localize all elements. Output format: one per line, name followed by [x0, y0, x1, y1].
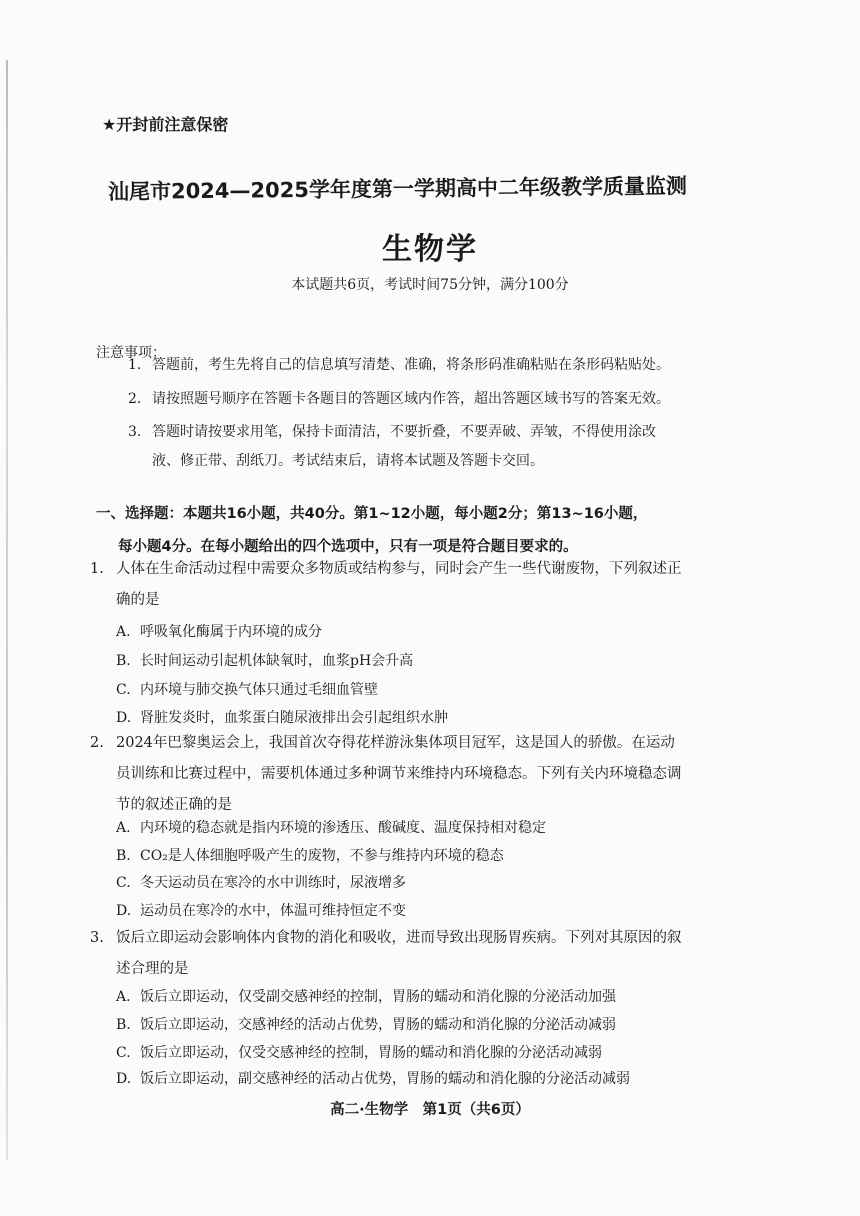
notice-text-continued: 液、修正带、刮纸刀。考试结束后，请将本试题及答题卡交回。 [152, 453, 544, 469]
question-text-continued: 员训练和比赛过程中，需要机体通过多种调节来维持内环境稳态。下列有关内环境稳态调 [116, 766, 682, 782]
option-text: 饭后立即运动，交感神经的活动占优势，胃肠的蠕动和消化腺的分泌活动减弱 [140, 1017, 616, 1033]
option-text: 内环境的稳态就是指内环境的渗透压、酸碱度、温度保持相对稳定 [140, 820, 546, 836]
option-letter: C. [116, 1045, 131, 1061]
option-text: 运动员在寒冷的水中，体温可维持恒定不变 [140, 903, 406, 919]
confidential-notice: ★开封前注意保密 [102, 115, 229, 134]
option-letter: B. [116, 1017, 131, 1033]
question-3-stem [90, 923, 790, 985]
option-text: 饭后立即运动，仅受交感神经的控制，胃肠的蠕动和消化腺的分泌活动减弱 [140, 1045, 602, 1061]
question-1-stem [90, 554, 790, 616]
notice-item [128, 350, 788, 381]
option-letter: B. [116, 848, 131, 864]
question-2-option-d [116, 900, 406, 920]
notice-number: 1. [128, 357, 142, 373]
option-text: 呼吸氧化酶属于内环境的成分 [140, 624, 322, 640]
question-text: 2024年巴黎奥运会上，我国首次夺得花样游泳集体项目冠军，这是国人的骄傲。在运动 [116, 735, 675, 751]
notice-text: 请按照题号顺序在答题卡各题目的答题区域内作答，超出答题区域书写的答案无效。 [152, 391, 670, 407]
question-number: 3. [90, 930, 104, 946]
page-footer: 高二·生物学 第1页（共6页） [330, 1102, 530, 1118]
notice-item [128, 384, 788, 415]
exam-title: 汕尾市2024—2025学年度第一学期高中二年级教学质量监测 [107, 173, 688, 204]
question-1-option-c [116, 679, 378, 699]
option-text: 长时间运动引起机体缺氧时，血浆pH会升高 [140, 653, 414, 669]
option-text: CO₂是人体细胞呼吸产生的废物，不参与维持内环境的稳态 [140, 848, 504, 864]
option-letter: D. [116, 710, 132, 726]
option-letter: D. [116, 1071, 132, 1087]
question-text: 人体在生命活动过程中需要众多物质或结构参与，同时会产生一些代谢废物，下列叙述正 [116, 561, 682, 577]
question-3-option-b [116, 1014, 616, 1034]
notice-text: 答题时请按要求用笔，保持卡面清洁，不要折叠，不要弄破、弄皱，不得使用涂改 [152, 424, 656, 440]
option-text: 饭后立即运动，仅受副交感神经的控制，胃肠的蠕动和消化腺的分泌活动加强 [140, 989, 616, 1005]
option-letter: D. [116, 903, 132, 919]
question-text: 饭后立即运动会影响体内食物的消化和吸收，进而导致出现肠胃疾病。下列对其原因的叙 [116, 930, 682, 946]
option-letter: A. [116, 624, 131, 640]
exam-info: 本试题共6页，考试时间75分钟，满分100分 [291, 277, 569, 293]
option-text: 肾脏发炎时，血浆蛋白随尿液排出会引起组织水肿 [140, 710, 448, 726]
option-text: 冬天运动员在寒冷的水中训练时，尿液增多 [140, 875, 406, 891]
option-letter: C. [116, 682, 131, 698]
question-1-option-d [116, 707, 448, 727]
option-text: 饭后立即运动，副交感神经的活动占优势，胃肠的蠕动和消化腺的分泌活动减弱 [140, 1071, 630, 1087]
question-number: 1. [90, 561, 104, 577]
question-3-option-d [116, 1068, 630, 1088]
question-text-continued: 述合理的是 [116, 961, 189, 977]
question-3-option-a [116, 986, 616, 1006]
option-letter: B. [116, 653, 131, 669]
section-heading-line1: 一、选择题：本题共16小题，共40分。第1~12小题，每小题2分；第13~16小题， [96, 506, 648, 522]
notice-text: 答题前，考生先将自己的信息填写清楚、准确，将条形码准确粘贴在条形码粘贴处。 [152, 357, 670, 373]
question-1-option-b [116, 650, 413, 670]
notice-number: 3. [128, 424, 142, 440]
option-letter: A. [116, 989, 131, 1005]
notice-number: 2. [128, 391, 142, 407]
notice-heading: 注意事项： [96, 345, 166, 361]
question-2-stem [90, 728, 790, 821]
subject-title: 生物学 [382, 232, 478, 267]
question-2-option-a [116, 817, 546, 837]
question-3-option-c [116, 1042, 602, 1062]
section-heading-line2: 每小题4分。在每小题给出的四个选项中，只有一项是符合题目要求的。 [118, 539, 578, 555]
question-text-continued: 节的叙述正确的是 [116, 797, 232, 813]
question-1-option-a [116, 621, 322, 641]
question-2-option-c [116, 872, 406, 892]
option-letter: C. [116, 875, 131, 891]
notice-item [128, 417, 788, 448]
option-text: 内环境与肺交换气体只通过毛细血管壁 [140, 682, 378, 698]
option-letter: A. [116, 820, 131, 836]
question-2-option-b [116, 845, 504, 865]
question-number: 2. [90, 735, 104, 751]
question-text-continued: 确的是 [116, 592, 160, 608]
